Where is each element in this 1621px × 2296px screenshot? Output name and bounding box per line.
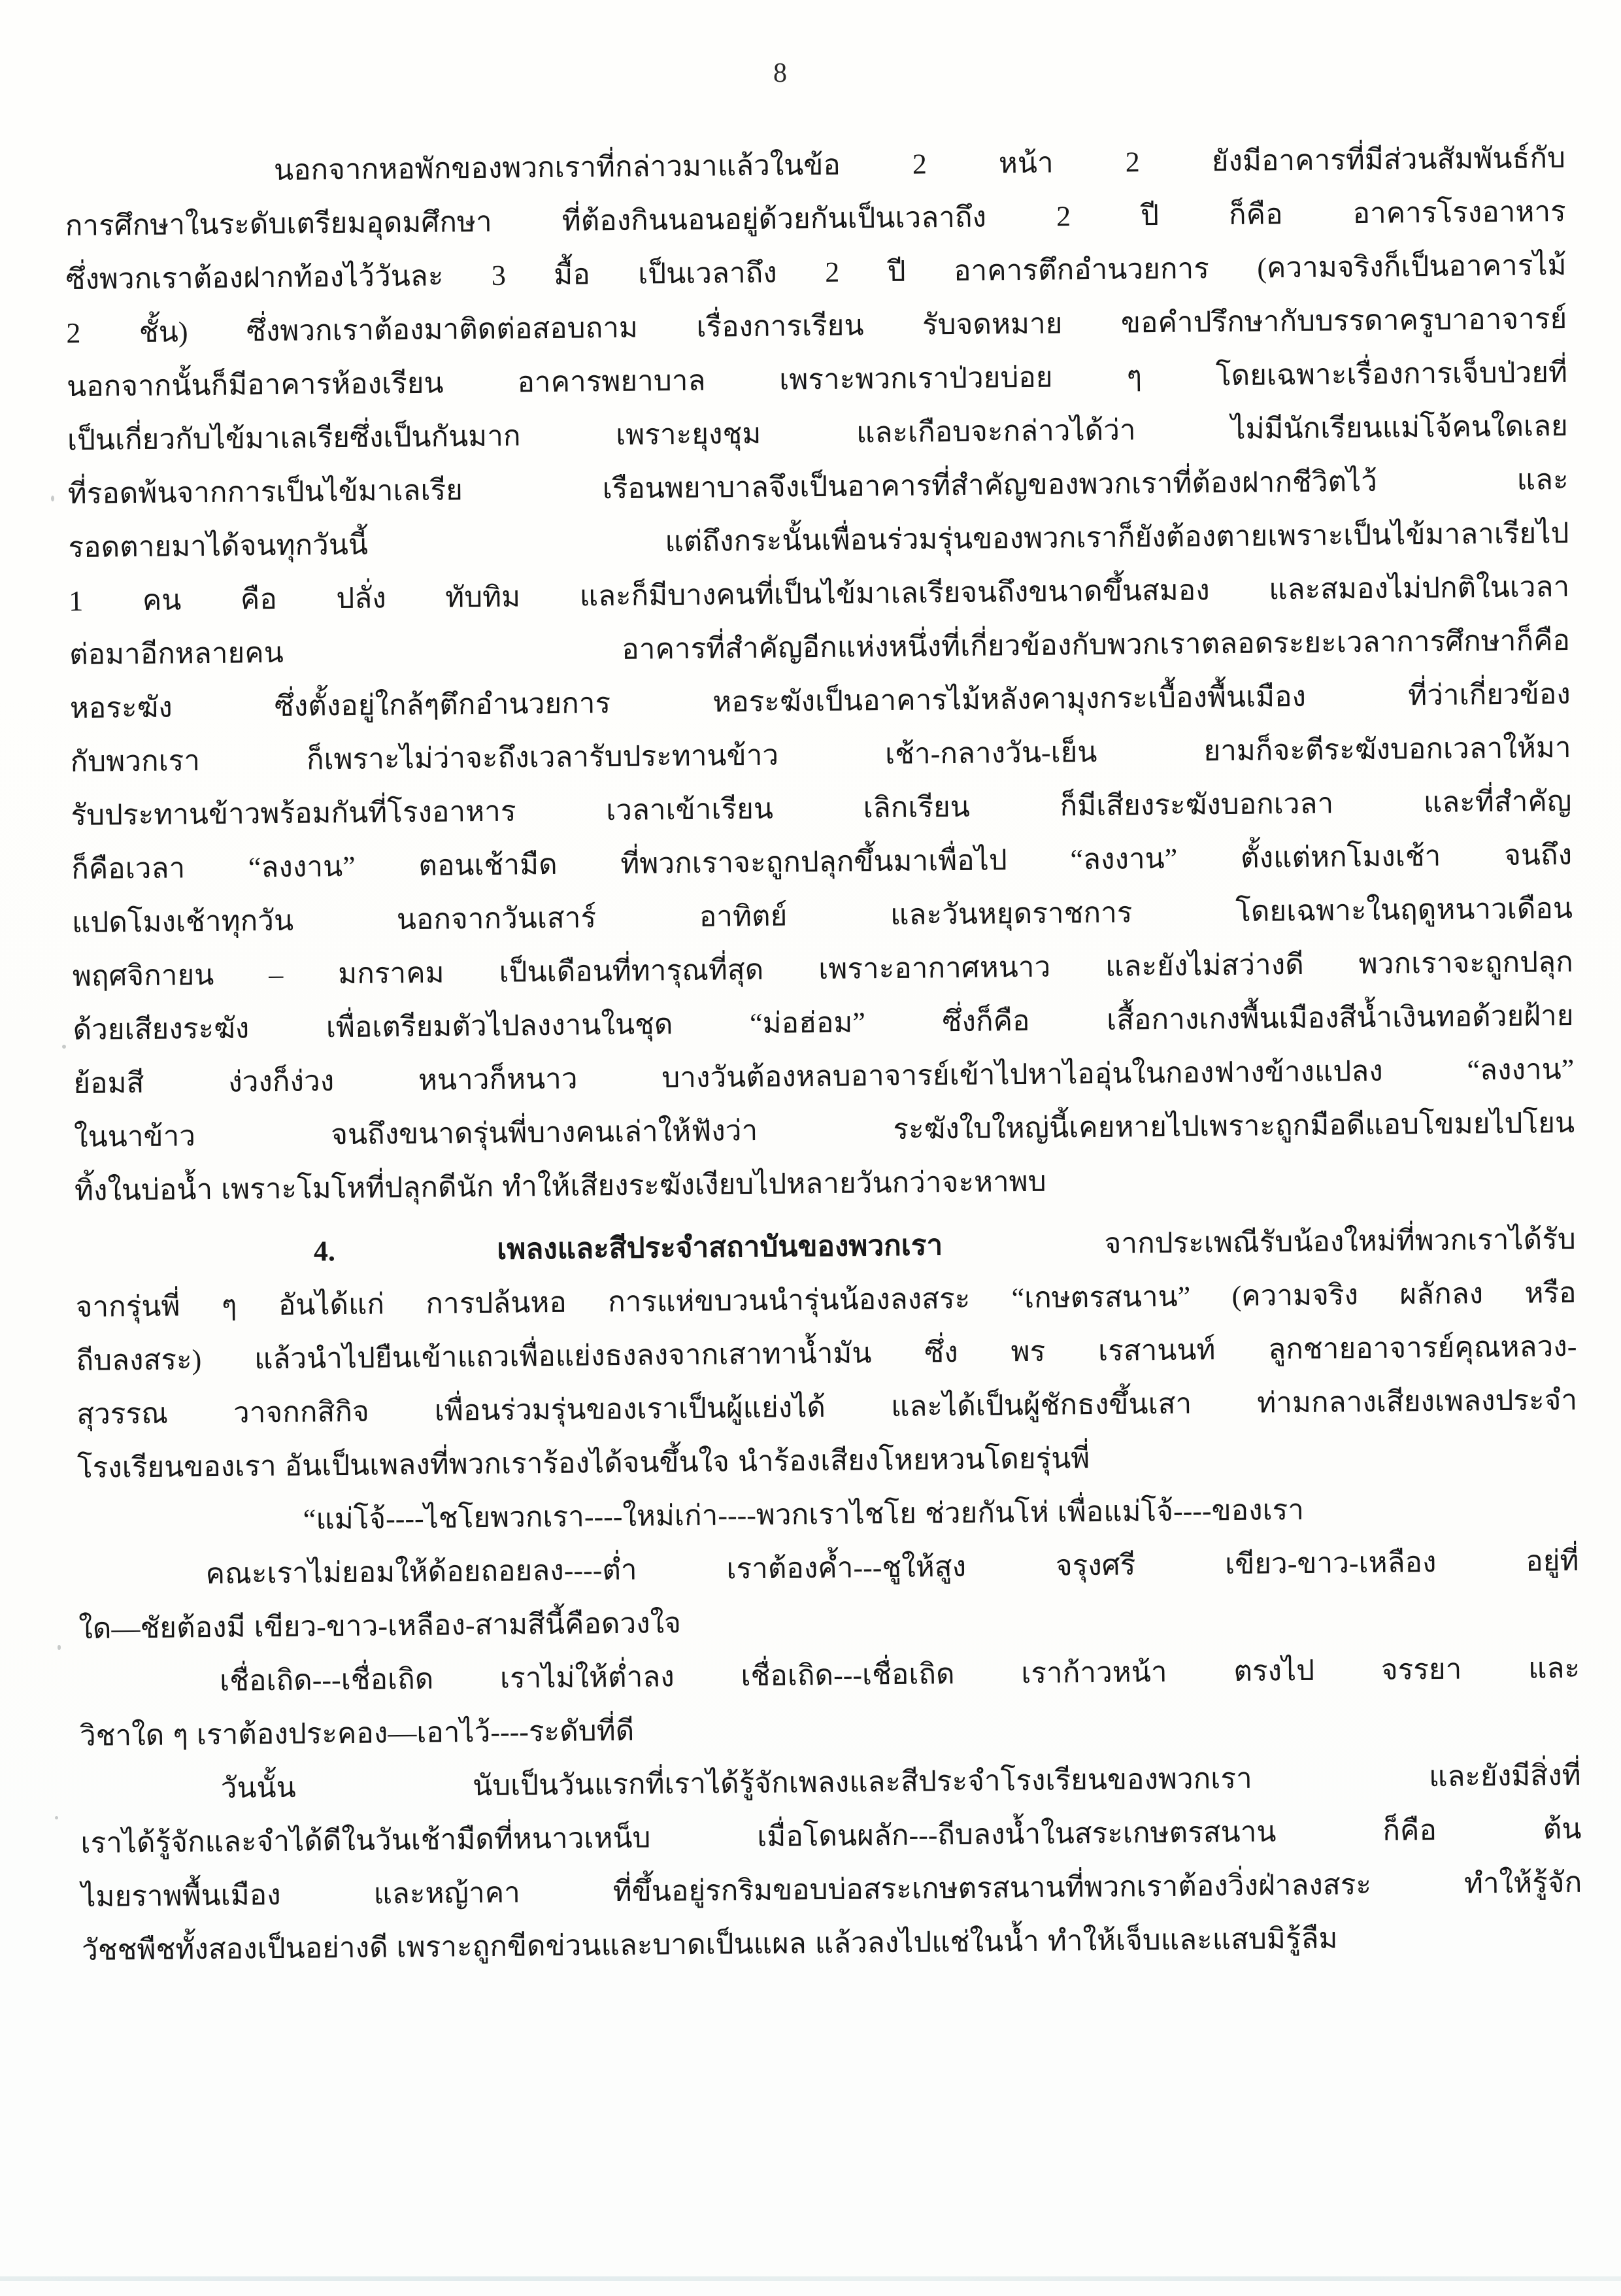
text-segment: แปดโมงเช้าทุกวัน นอกจากวันเสาร์ อาทิตย์ และวันหยุดราชการ โดยเฉพาะในฤดูหนาวเดือน bbox=[71, 892, 1573, 939]
text-segment: 1 คน คือ ปลั่ง ทับทิม และก็มีบางคนที่เป็นไข้มาเลเรียจนถึงขนาดขึ้นสมอง และสมองไม่ปกติในเวลา bbox=[69, 571, 1570, 618]
text-block bbox=[65, 131, 1583, 1978]
scan-speck bbox=[51, 496, 54, 501]
text-segment: ในนาข้าว จนถึงขนาดรุ่นพี่บางคนเล่าให้ฟังว่า ระฆังใบใหญ่นี้เคยหายไปเพราะถูกมือดีแอบโขมยไปโยน bbox=[73, 1106, 1575, 1154]
text-segment: สุวรรณ วาจกกสิกิจ เพื่อนร่วมรุ่นของเราเป็นผู้แย่งได้ และได้เป็นผู้ชักธงขึ้นเสา ท่ามกลางเสียงเพลงประจำ bbox=[76, 1383, 1578, 1430]
text-segment: เป็นเกี่ยวกับไข้มาเลเรียซึ่งเป็นกันมาก เพราะยุงชุม และเกือบจะกล่าวได้ว่า ไม่มีนักเรียนแม่โจ้คนใดเลย bbox=[67, 410, 1569, 457]
page-number: 8 bbox=[773, 58, 788, 88]
text-segment: วิชาใด ๆ เราต้องประคอง—เอาไว้----ระดับที่ดี bbox=[79, 1714, 635, 1752]
text-segment: ใด—ชัยต้องมี เขียว-ขาว-เหลือง-สามสีนี้คือดวงใจ bbox=[78, 1607, 682, 1645]
scan-speck bbox=[62, 1045, 66, 1049]
text-segment: ด้วยเสียงระฆัง เพื่อเตรียมตัวไปลงงานในชุด “ม่อฮ่อม” ซึ่งก็คือ เสื้อกางเกงพื้นเมืองสีน้ำเงินทอด้วยฝ้าย bbox=[73, 999, 1574, 1047]
text-segment: จากประเพณีรับน้องใหม่ที่พวกเราได้รับ bbox=[942, 1223, 1576, 1262]
text-segment: นอกจากนั้นก็มีอาคารห้องเรียน อาคารพยาบาล เพราะพวกเราป่วยบ่อย ๆ โดยเฉพาะเรื่องการเจ็บป่วยที่ bbox=[66, 356, 1568, 403]
text-segment: ย้อมสี ง่วงก็ง่วง หนาวก็หนาว บางวันต้องหลบอาจารย์เข้าไปหาไออุ่นในกองฟางข้างแปลง “ลงงาน” bbox=[73, 1053, 1575, 1100]
scan-speck bbox=[58, 1645, 61, 1650]
text-segment: เชื่อเถิด---เชื่อเถิด เราไม่ให้ต่ำลง เชื่อเถิด---เชื่อเถิด เราก้าวหน้า ตรงไป จรรยา และ bbox=[219, 1651, 1580, 1697]
text-segment: 2 ชั้น) ซึ่งพวกเราต้องมาติดต่อสอบถาม เรื่องการเรียน รับจดหมาย ขอคำปรึกษากับบรรดาครูบาอาจารย์ bbox=[66, 303, 1567, 350]
text-segment: ที่รอดพ้นจากการเป็นไข้มาเลเรีย เรือนพยาบาลจึงเป็นอาคารที่สำคัญของพวกเราที่ต้องฝากชีวิตไว้ และ bbox=[67, 464, 1569, 511]
text-segment: ถีบลงสระ) แล้วนำไปยืนเข้าแถวเพื่อแย่งธงลงจากเสาทาน้ำมัน ซึ่ง พร เรสานนท์ ลูกชายอาจารย์คุณหลวง- bbox=[76, 1330, 1577, 1377]
text-segment: รับประทานข้าวพร้อมกันที่โรงอาหาร เวลาเข้าเรียน เลิกเรียน ก็มีเสียงระฆังบอกเวลา และที่สำคัญ bbox=[71, 785, 1572, 832]
text-segment: จากรุ่นพี่ ๆ อันได้แก่ การปล้นหอ การแห่ขบวนนำรุ่นน้องลงสระ “เกษตรสนาน” (ความจริง ผลักลง หรือ bbox=[75, 1276, 1577, 1324]
text-segment: “แม่โจ้----ไชโยพวกเรา----ใหม่เก่า----พวกเราไชโย ช่วยกันโห่ เพื่อแม่โจ้----ของเรา bbox=[303, 1493, 1305, 1536]
text-segment: วัชชพืชทั้งสองเป็นอย่างดี เพราะถูกขีดข่วนและบาดเป็นแผล แล้วลงไปแช่ในน้ำ ทำให้เจ็บและแสบมิรู้ลืม bbox=[81, 1922, 1338, 1967]
text-segment: ทิ้งในบ่อน้ำ เพราะโมโหที่ปลุกดีนัก ทำให้เสียงระฆังเงียบไปหลายวันกว่าจะหาพบ bbox=[74, 1165, 1046, 1207]
scan-speck bbox=[55, 1816, 58, 1819]
text-segment: ก็คือเวลา “ลงงาน” ตอนเช้ามืด ที่พวกเราจะถูกปลุกขึ้นมาเพื่อไป “ลงงาน” ตั้งแต่หกโมงเช้า จนถึง bbox=[71, 838, 1573, 886]
text-segment: หอระฆัง ซึ่งตั้งอยู่ใกล้ๆตึกอำนวยการ หอระฆังเป็นอาคารไม้หลังคามุงกระเบื้องพื้นเมือง ที่ว่าเกี่ยวข้อง bbox=[69, 678, 1571, 725]
text-segment: การศึกษาในระดับเตรียมอุดมศึกษา ที่ต้องกินนอนอยู่ด้วยกันเป็นเวลาถึง 2 ปี ก็คือ อาคารโรงอาหาร bbox=[65, 195, 1566, 243]
text-segment: เราได้รู้จักและจำได้ดีในวันเช้ามืดที่หนาวเหน็บ เมื่อโดนผลัก---ถีบลงน้ำในสระเกษตรสนาน ก็คือ ต้น bbox=[80, 1812, 1582, 1859]
text-segment: กับพวกเรา ก็เพราะไม่ว่าจะถึงเวลารับประทานข้าว เช้า-กลางวัน-เย็น ยามก็จะตีระฆังบอกเวลาให้มา bbox=[70, 732, 1571, 779]
text-segment: ต่อมาอีกหลายคน อาคารที่สำคัญอีกแห่งหนึ่งที่เกี่ยวข้องกับพวกเราตลอดระยะเวลาการศึกษาก็คือ bbox=[69, 624, 1571, 671]
scan-artifact-line bbox=[0, 2276, 1621, 2281]
text-segment: ไมยราพพื้นเมือง และหญ้าคา ที่ขึ้นอยู่รกริมขอบบ่อสระเกษตรสนานที่พวกเราต้องวิ่งฝ่าลงสระ ทำให้รู้จัก bbox=[81, 1866, 1582, 1913]
text-segment: นอกจากหอพักของพวกเราที่กล่าวมาแล้วในข้อ 2 หน้า 2 ยังมีอาคารที่มีส่วนสัมพันธ์กับ bbox=[273, 142, 1566, 187]
text-segment: ซึ่งพวกเราต้องฝากท้องไว้วันละ 3 มื้อ เป็นเวลาถึง 2 ปี อาคารตึกอำนวยการ (ความจริงก็เป็นอาคารไม้ bbox=[65, 249, 1567, 296]
text-segment: คณะเราไม่ยอมให้ด้อยถอยลง----ต่ำ เราต้องค้ำ---ชูให้สูง จรุงศรี เขียว-ขาว-เหลือง อยู่ที่ bbox=[205, 1544, 1579, 1591]
text-segment: โรงเรียนของเรา อันเป็นเพลงที่พวกเราร้องได้จนขึ้นใจ นำร้องเสียงโหยหวนโดยรุ่นพี่ bbox=[76, 1442, 1090, 1484]
text-segment: วันนั้น นับเป็นวันแรกที่เราได้รู้จักเพลงและสีประจำโรงเรียนของพวกเรา และยังมีสิ่งที่ bbox=[220, 1759, 1581, 1804]
text-segment: พฤศจิกายน – มกราคม เป็นเดือนที่ทารุณที่สุด เพราะอากาศหนาว และยังไม่สว่างดี พวกเราจะถูกปลุก bbox=[72, 945, 1573, 993]
heading-text-segment: 4. เพลงและสีประจำสถาบันของพวกเรา bbox=[313, 1229, 943, 1268]
text-segment: รอดตายมาได้จนทุกวันนี้ แต่ถึงกระนั้นเพื่อนร่วมรุ่นของพวกเราก็ยังต้องตายเพราะเป็นไข้มาลาเรียไป bbox=[68, 517, 1569, 564]
